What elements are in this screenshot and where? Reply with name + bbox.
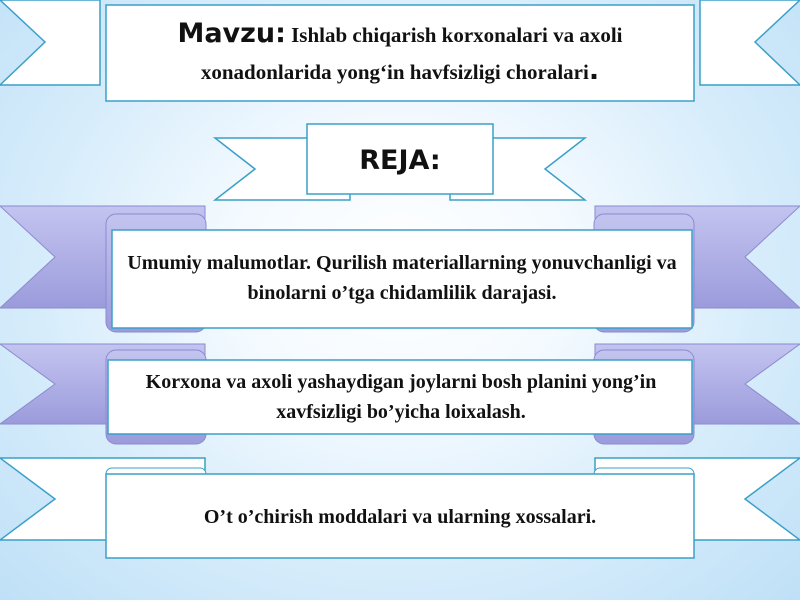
plan-heading: REJA:: [359, 144, 441, 176]
plan-item-3: O’t o’chirish moddalari va ularning xossalari.: [203, 505, 597, 528]
title-label: Mavzu:: [177, 18, 286, 49]
title-end: .: [588, 55, 600, 86]
plan-item-1: Umumiy malumotlar. Qurilish materiallarning yonuvchanligi va binolarni o’tga chidamlilik darajasi.: [127, 252, 677, 304]
slide-title-line: [120, 16, 680, 90]
title-text: Ishlab chiqarish korxonalari va axoli xonadonlarida yong‘in havfsizligi choralari: [200, 23, 623, 84]
plan-item-2: Korxona va axoli yashaydigan joylarni bosh planini yong’in xavfsizligi bo’yicha loixalash.: [145, 371, 657, 423]
slide-title: [110, 6, 690, 100]
